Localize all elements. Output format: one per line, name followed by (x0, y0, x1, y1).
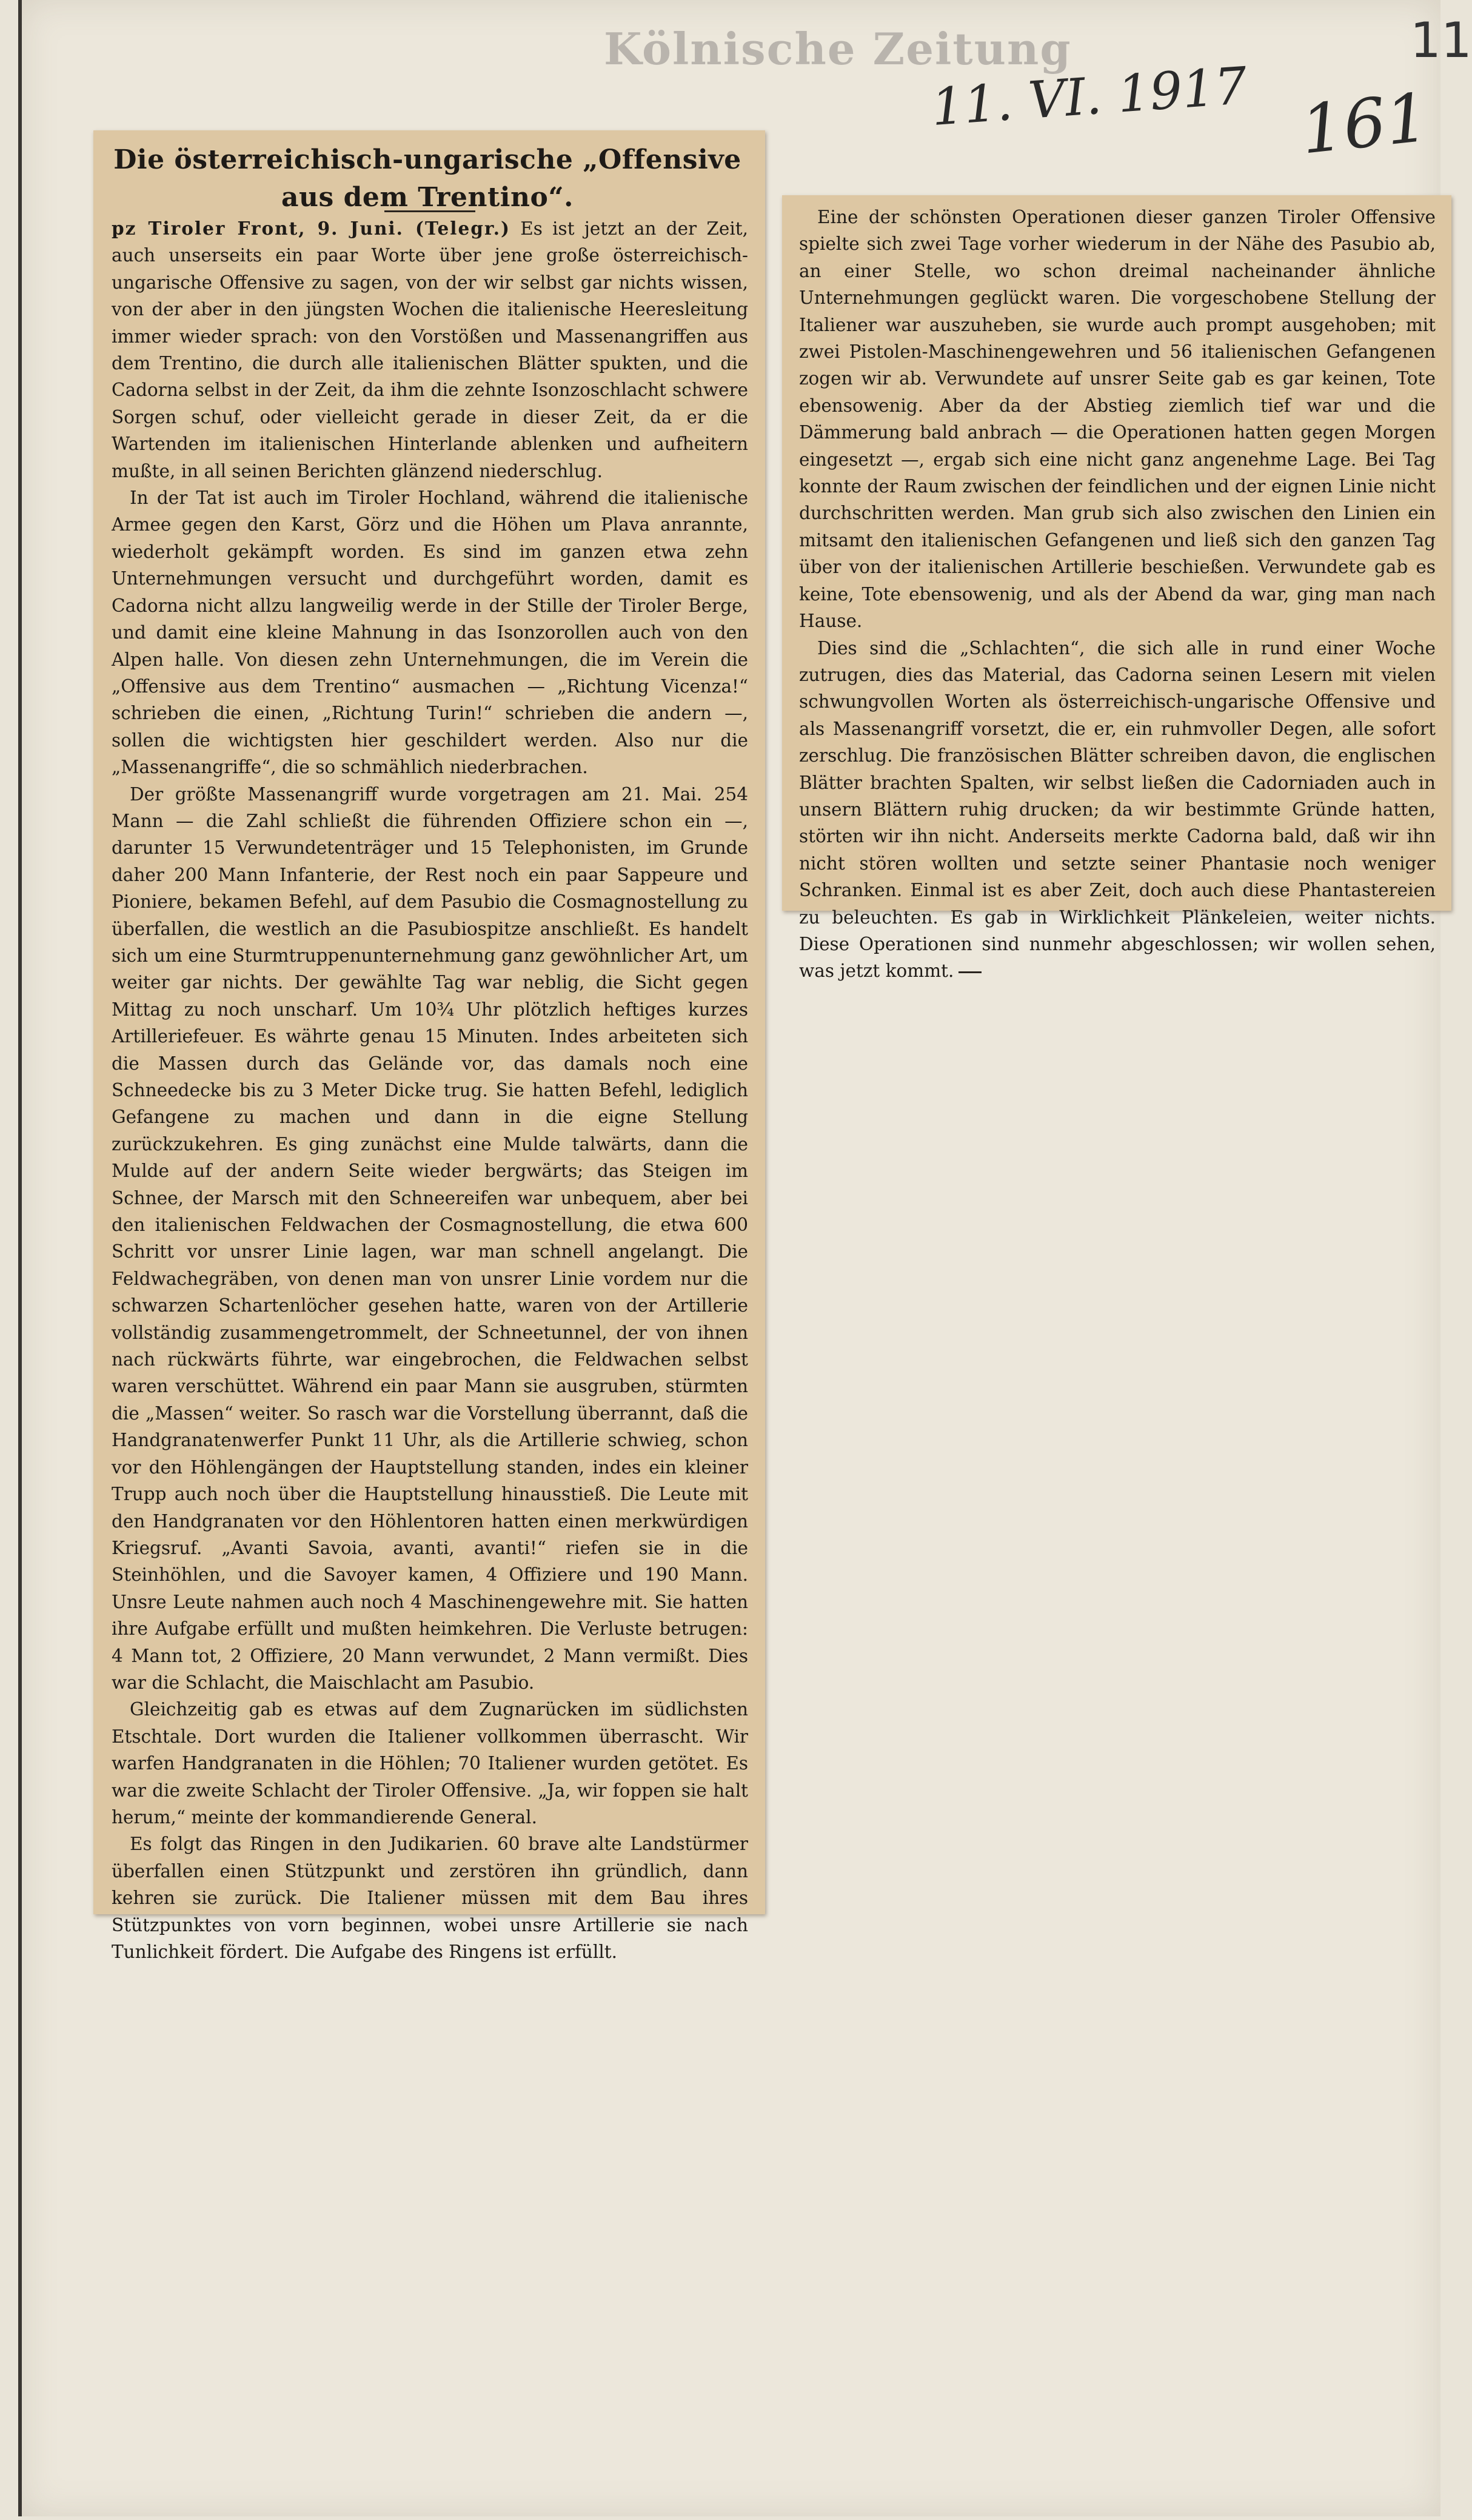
corner-mark: 11 (1410, 12, 1472, 69)
column-right (799, 204, 1436, 985)
paragraph: Eine der schönsten Operationen dieser ganzen Tiroler Offensive spielte sich zwei Tage vorher wiederum in der Nähe des Pasubio ab, an einer Stelle, wo schon dreimal nacheinander ähnliche Unternehmungen geglückt waren. Die vorgeschobene Stellung der Italiener war auszuheben, sie wurde auch prompt ausgehoben; mit zwei Pistolen-Maschinengewehren und 56 italienischen Gefangenen zogen wir ab. Verwundete auf unsrer Seite gab es gar keinen, Tote ebensowenig. Aber da der Abstieg ziemlich tief war und die Dämmerung bald anbrach — die Operationen hatten gegen Morgen eingesetzt —, ergab sich eine nicht ganz angenehme Lage. Bei Tag konnte der Raum zwischen der feindlichen und der eignen Linie nicht durchschritten werden. Man grub sich also zwischen den Linien ein mitsamt den italienischen Gefangenen und ließ sich den ganzen Tag über von der italienischen Artillerie beschießen. Verwundete gab es keine, Tote ebensowenig, und als der Abend da war, ging man nach Hause. (799, 207, 1436, 632)
article-headline: Die österreichisch-ungarische „Offensive aus dem Trentino“. (113, 144, 741, 213)
paragraph: In der Tat ist auch im Tiroler Hochland, während die italienische Armee gegen den Karst, Görz und die Höhen um Plava anrannte, wiederholt gekämpft worden. Es sind im ganzen etwa zehn Unternehmungen versucht und durchgeführt worden, damit es Cadorna nicht allzu langweilig werde in der Stille der Tiroler Berge, und damit eine kleine Mahnung in das Isonzorollen auch von den Alpen halle. Von diesen zehn Unternehmungen, die im Verein die „Offensive aus dem Trentino“ ausmachen — „Richtung Vicenza!“ schrieben die einen, „Richtung Turin!“ schrieben die andern —, sollen die wichtigsten hier geschildert werden. Also nur die „Massenangriffe“, die so schmählich niederbrachen. (112, 488, 748, 778)
column-left (112, 215, 748, 1965)
handwritten-date: 11. VI. 1917 (929, 55, 1250, 138)
paragraph: Es folgt das Ringen in den Judikarien. 60 brave alte Landstürmer überfallen einen Stützpunkt und zerstören ihn gründlich, dann kehren sie zurück. Die Italiener müssen mit dem Bau ihres Stützpunktes von vorn beginnen, wobei unsre Artillerie sie nach Tunlichkeit fördert. Die Aufgabe des Ringens ist erfüllt. (112, 1834, 748, 1962)
headline-rule (384, 210, 475, 212)
dateline: pz Tiroler Front, 9. Juni. (Telegr.) (112, 218, 510, 239)
end-rule (958, 971, 982, 973)
paragraph-text: Dies sind die „Schlachten“, die sich alle in rund einer Woche zutrugen, dies das Material, das Cadorna seinen Lesern mit vielen schwungvollen Worten als österreichisch-ungarische Offensive und als Massenangriff vorsetzt, die er, ein ruhmvoller Degen, alle sofort zerschlug. Die französischen Blätter schreiben davon, die englischen Blätter brachten Spalten, wir selbst ließen die Cadorniaden auch in unsern Blättern ruhig drucken; da wir bestimmte Gründe hatten, störten wir ihn nicht. Anderseits merkte Cadorna bald, daß wir ihn nicht stören wollten und setzte seiner Phantasie noch weniger Schranken. Einmal ist es aber Zeit, doch auch diese Phantastereien zu beleuchten. Es gab in Wirklichkeit Plänkeleien, weiter nichts. Diese Operationen sind nunmehr abgeschlossen; wir wollen sehen, was jetzt kommt. (799, 637, 1436, 982)
clipping-right (782, 195, 1451, 982)
paragraph: Gleichzeitig gab es etwas auf dem Zugnarücken im südlichsten Etschtale. Dort wurden die Italiener vollkommen überrascht. Wir warfen Handgranaten in die Höhlen; 70 Italiener wurden getötet. Es war die zweite Schlacht der Tiroler Offensive. „Ja, wir foppen sie halt herum,“ meinte der kommandierende General. (112, 1699, 748, 1828)
paragraph (799, 635, 1436, 985)
paragraph (112, 215, 748, 484)
paragraph: Der größte Massenangriff wurde vorgetragen am 21. Mai. 254 Mann — die Zahl schließt die führenden Offiziere schon ein —, darunter 15 Verwundetenträger und 15 Telephonisten, im Grunde daher 200 Mann Infanterie, der Rest noch ein paar Sappeure und Pioniere, bekamen Befehl, auf dem Pasubio die Cosmagnostellung zu überfallen, die westlich an die Pasubiospitze anschließt. Es handelt sich um eine Sturmtruppenunternehmung ganz gewöhnlicher Art, um weiter gar nichts. Der gewählte Tag war neblig, die Sicht gegen Mittag zu noch unscharf. Um 10¾ Uhr plötzlich heftiges kurzes Artilleriefeuer. Es währte genau 15 Minuten. Indes arbeiteten sich die Massen durch das Gelände vor, das damals noch eine Schneedecke bis zu 3 Meter Dicke trug. Sie hatten Befehl, lediglich Gefangene zu machen und dann in die eigne Stellung zurückzukehren. Es ging zunächst eine Mulde talwärts, dann die Mulde auf der andern Seite wieder bergwärts; das Steigen im Schnee, der Marsch mit den Schneereifen war unbequem, aber bei den italienischen Feldwachen der Cosmagnostellung, die etwa 600 Schritt vor unsrer Linie lagen, war man schnell angelangt. Die Feldwachegräben, von denen man von unsrer Linie vordem nur die schwarzen Schartenlöcher gesehen hatte, waren von der Artillerie vollständig zusammengetrommelt, der Schneetunnel, der von ihnen nach rückwärts führte, war eingebrochen, die Feldwachen selbst waren verschüttet. Während ein paar Mann sie ausgruben, stürmten die „Massen“ weiter. So rasch war die Vorstellung überrannt, daß die Handgranatenwerfer Punkt 11 Uhr, als die Artillerie schwieg, schon vor den Höhlengängen der Hauptstellung standen, indes ein kleiner Trupp auch noch über die Hauptstellung hinausstieß. Die Leute mit den Handgranaten vor den Höhlentoren hatten einen merkwürdigen Kriegsruf. „Avanti Savoia, avanti, avanti!“ riefen sie in die Steinhöhlen, und die Savoyer kamen, 4 Offiziere und 190 Mann. Unsre Leute nahmen auch noch 4 Maschinengewehre mit. Sie hatten ihre Aufgabe erfüllt und mußten heimkehren. Die Verluste betrugen: 4 Mann tot, 2 Offiziere, 20 Mann verwundet, 2 Mann vermißt. Dies war die Schlacht, die Maischlacht am Pasubio. (112, 783, 748, 1693)
paragraph-text: Es ist jetzt an der Zeit, auch unserseits ein paar Worte über jene große österreichisch-ungarische Offensive zu sagen, von der wir selbst gar nichts wissen, von der aber in den jüngsten Wochen die italienische Heeresleitung immer wieder sprach: von den Vorstößen und Massenangriffen aus dem Trentino, die durch alle italienischen Blätter spukten, und die Cadorna selbst in der Zeit, da ihm die zehnte Isonzoschlacht schwere Sorgen schuf, oder vielleicht gerade in dieser Zeit, da er die Wartenden im italienischen Hinterlande ablenken und aufheitern mußte, in all seinen Berichten glänzend niederschlug. (112, 218, 748, 481)
archive-sheet (18, 0, 1472, 2516)
handwritten-number: 161 (1297, 78, 1433, 169)
clipping-left (93, 130, 765, 1962)
newspaper-stamp: Kölnische Zeitung (604, 23, 1072, 75)
